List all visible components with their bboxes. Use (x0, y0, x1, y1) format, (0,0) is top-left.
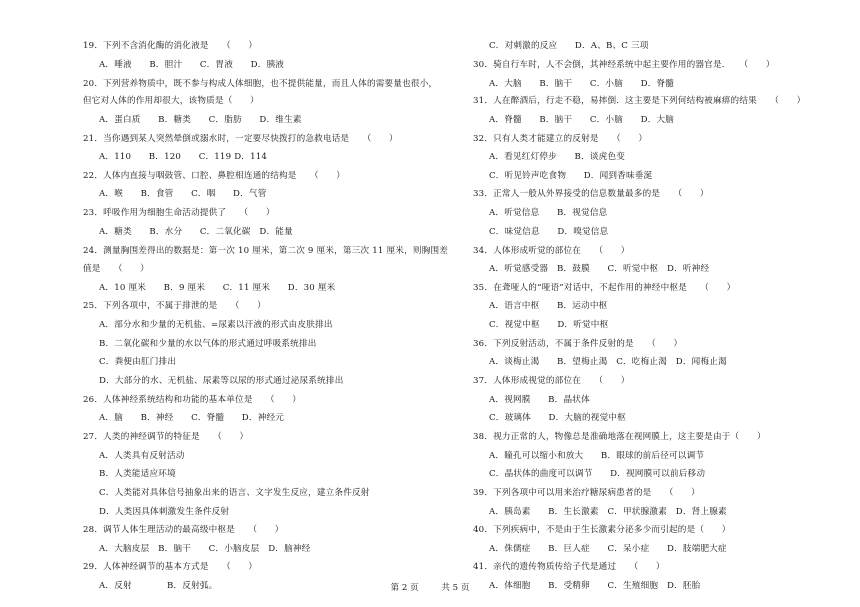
question-35-options-ab: A．语言中枢 B．运动中枢 (489, 301, 608, 311)
question-31-options: A．脊髓 B．脑干 C．小脑 D．大脑 (489, 115, 675, 125)
question-40-options: A．侏儒症 B．巨人症 C．呆小症 D．肢端肥大症 (489, 544, 727, 554)
question-19: 19．下列不含消化酶的消化液是 （ ） (83, 41, 258, 51)
question-21: 21．当你遇到某人突然晕倒或溺水时，一定要尽快拨打的急救电话是 （ ） (83, 134, 398, 144)
question-34-options: A．听觉感受器 B．鼓膜 C．听觉中枢 D．听神经 (489, 264, 710, 274)
question-37: 37．人体形成视觉的部位在 （ ） (473, 376, 630, 386)
question-25: 25．下列各项中，不属于排泄的是 （ ） (83, 301, 266, 311)
question-26-options: A．脑 B．神经 C．脊髓 D．神经元 (99, 413, 285, 423)
question-27-option-d: D．人类因具体刺激发生条件反射 (99, 507, 230, 517)
question-39: 39．下列各项中可以用来治疗糖尿病患者的是 （ ） (473, 488, 700, 498)
question-30: 30．骑自行车时，人不会倒，其神经系统中起主要作用的器官是． （ ） (473, 60, 775, 70)
question-39-options: A．胰岛素 B．生长激素 C．甲状腺激素 D．肾上腺素 (489, 507, 727, 517)
question-24-cont: 值是 （ ） (83, 264, 150, 274)
question-27-option-a: A．人类具有反射活动 (99, 451, 185, 461)
question-23: 23．呼吸作用为细胞生命活动提供了 （ ） (83, 208, 275, 218)
question-28: 28．调节人体生理活动的最高级中枢是 （ ） (83, 525, 284, 535)
question-40: 40．下列疾病中，不是由于生长激素分泌多少而引起的是（ ） (473, 525, 731, 535)
question-36-options: A．谈梅止渴 B．望梅止渴 C．吃梅止渴 D．闻梅止渴 (489, 357, 727, 367)
question-37-options-cd: C．玻璃体 D．大脑的视觉中枢 (489, 413, 626, 423)
question-35-options-cd: C．视觉中枢 D．听觉中枢 (489, 320, 609, 330)
question-32: 32．只有人类才能建立的反射是 （ ） (473, 134, 648, 144)
page-number: 第 2 页 (390, 583, 419, 593)
question-38: 38．视力正常的人，物像总是准确地落在视网膜上，这主要是由于（ ） (473, 432, 766, 442)
question-41-options: A．体细胞 B．受精卵 C．生殖细胞 D．胚胎 (489, 581, 701, 591)
question-27-option-c: C．人类能对具体信号抽象出来的语言、文字发生反应，建立条件反射 (99, 488, 370, 498)
question-25-option-b: B．二氧化碳和少量的水以气体的形式通过呼吸系统排出 (99, 339, 317, 349)
question-28-options: A．大脑皮层 B．脑干 C．小脑皮层 D．脑神经 (99, 544, 311, 554)
page-footer (0, 582, 860, 594)
question-29-options-cont: C．对刺激的反应 D．A、B、C 三项 (489, 41, 649, 51)
page-total: 共 5 页 (441, 583, 470, 593)
question-38-options-cd: C．晶状体的曲度可以调节 D．视网膜可以前后移动 (489, 469, 706, 479)
question-38-options-ab: A．瞳孔可以缩小和放大 B．眼球的前后径可以调节 (489, 451, 705, 461)
question-19-options: A．唾液 B．胆汁 C．胃液 D．胰液 (99, 60, 285, 70)
question-33: 33．正常人一般从外界接受的信息数量最多的是 （ ） (473, 189, 709, 199)
question-33-options-ab: A．听觉信息 B．视觉信息 (489, 208, 608, 218)
question-34: 34．人体形成听觉的部位在 （ ） (473, 246, 630, 256)
question-22-options: A．喉 B．食管 C．咽 D．气管 (99, 189, 267, 199)
question-36: 36．下列反射活动，不属于条件反射的是 （ ） (473, 339, 683, 349)
question-41: 41．亲代的遗传物质传给子代是通过 （ ） (473, 562, 665, 572)
question-24-options: A．10 厘米 B．9 厘米 C．11 厘米 D．30 厘米 (99, 283, 336, 293)
question-25-option-c: C．粪便由肛门排出 (99, 357, 177, 367)
question-33-options-cd: C．味觉信息 D．嗅觉信息 (489, 227, 609, 237)
question-21-options: A．110 B．120 C．119 D．114 (99, 152, 268, 162)
question-29: 29．人体神经调节的基本方式是 （ ） (83, 562, 258, 572)
question-35: 35．在聋哑人的“哑语”对话中，不起作用的神经中枢是 （ ） (473, 283, 736, 293)
question-27-option-b: B．人类能适应环境 (99, 469, 176, 479)
question-20-cont: 但它对人体的作用却很大，该物质是（ ） (83, 96, 259, 106)
question-26: 26．人体神经系统结构和功能的基本单位是 （ ） (83, 395, 302, 405)
question-37-options-ab: A．视网膜 B．晶状体 (489, 395, 590, 405)
question-32-options-ab: A．看见红灯停步 B．谈虎色变 (489, 152, 626, 162)
question-24: 24．测量胸围差得出的数据是：第一次 10 厘米，第二次 9 厘米，第三次 11 厘米，则胸围差 (83, 246, 449, 256)
question-29-options: A．反射 B．反射弧。 (99, 581, 218, 591)
question-20-options: A．蛋白质 B．糖类 C．脂肪 D．维生素 (99, 115, 302, 125)
question-20: 20．下列营养物质中，既不参与构成人体细胞，也不提供能量，而且人体的需要量也很小， (83, 79, 438, 89)
question-22: 22．人体内直接与咽鼓管、口腔、鼻腔相连通的结构是 （ ） (83, 171, 346, 181)
question-31: 31．人在醉酒后，行走不稳，易摔倒．这主要是下列何结构被麻痹的结果 （ ） (473, 96, 806, 106)
question-30-options: A．大脑 B．脑干 C．小脑 D．脊髓 (489, 79, 675, 89)
question-25-option-a: A．部分水和少量的无机盐、=尿素以汗液的形式由皮肤排出 (99, 320, 333, 330)
question-23-options: A．糖类 B．水分 C．二氧化碳 D．能量 (99, 227, 293, 237)
question-27: 27．人类的神经调节的特征是 （ ） (83, 432, 249, 442)
question-32-options-cd: C．听见铃声吃食物 D．闻到香味垂涎 (489, 171, 653, 181)
question-25-option-d: D．大部分的水、无机盐、尿素等以尿的形式通过泌尿系统排出 (99, 376, 344, 386)
